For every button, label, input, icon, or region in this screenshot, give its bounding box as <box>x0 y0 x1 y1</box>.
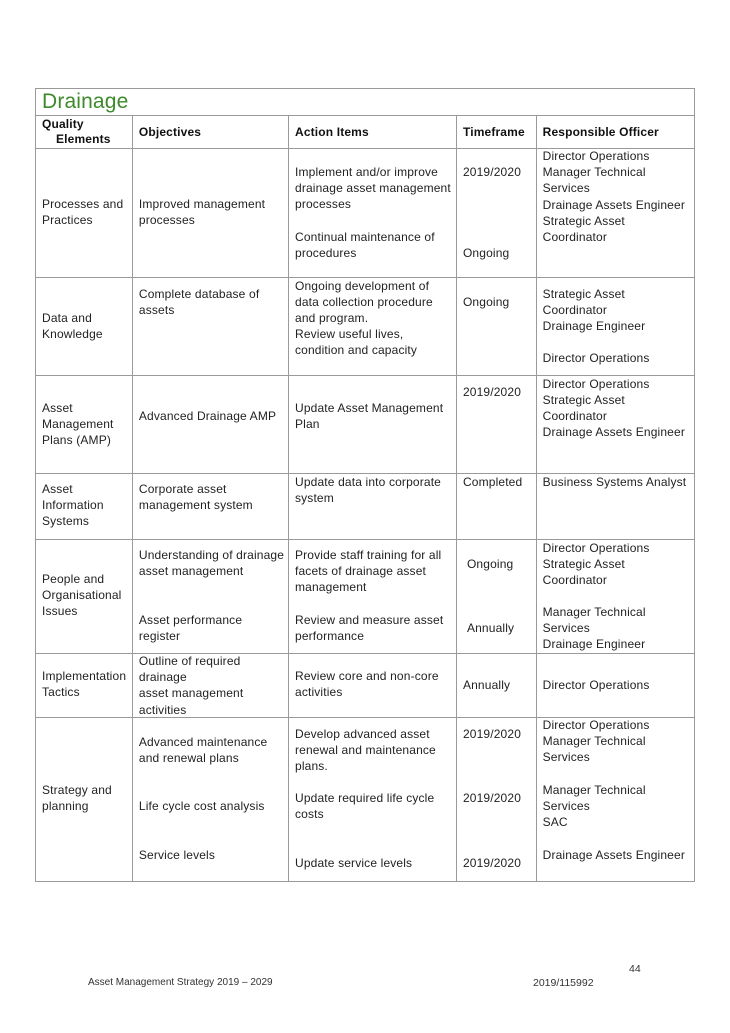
officer-text: Director Operations <box>542 718 650 732</box>
timeframe-cell <box>456 474 536 540</box>
objectives-cell <box>132 654 288 718</box>
officer-text: Drainage Assets Engineer <box>542 848 685 862</box>
officer-text: Director Operations <box>542 541 650 555</box>
quality-cell <box>36 149 133 278</box>
objectives-cell <box>132 718 288 882</box>
quality-text: Asset Management Plans (AMP) <box>42 401 114 448</box>
table-title-row <box>36 89 695 116</box>
header-objectives: Objectives <box>132 116 288 149</box>
officer-text: Strategic Asset Coordinator <box>542 213 625 245</box>
officer-text: Manager Technical Services <box>542 783 646 814</box>
header-responsible-officer: Responsible Officer <box>536 116 694 149</box>
footer-document-title: Asset Management Strategy 2019 – 2029 <box>88 977 273 988</box>
header-quality-line2: Elements <box>56 132 111 146</box>
table-row <box>36 654 695 718</box>
officer-text: Strategic Asset Coordinator <box>542 557 625 588</box>
objective-text: Complete database of assets <box>138 287 260 318</box>
action-items-cell <box>289 149 457 278</box>
table-title-cell <box>36 89 695 116</box>
timeframe-text: Completed <box>462 475 523 489</box>
action-text: Develop advanced asset renewal and maintenance plans. <box>295 727 436 774</box>
timeframe-cell <box>456 654 536 718</box>
action-text: Update Asset Management Plan <box>295 401 444 432</box>
officer-text: Strategic Asset Coordinator <box>542 393 625 424</box>
objective-text: Corporate asset management system <box>138 482 253 513</box>
quality-text: Implementation Tactics <box>42 669 127 700</box>
objectives-cell <box>132 474 288 540</box>
objective-text: Advanced Drainage AMP <box>138 409 277 423</box>
objectives-cell <box>132 149 288 278</box>
table-row <box>36 149 695 278</box>
objective-text: Improved management processes <box>138 197 266 228</box>
officer-text: SAC <box>542 815 568 829</box>
action-text: Update data into corporate system <box>295 475 441 506</box>
action-text: Continual maintenance of procedures <box>295 230 435 261</box>
timeframe-text: 2019/2020 <box>462 856 522 870</box>
header-quality-line1: Quality <box>42 117 84 131</box>
drainage-table-container <box>35 88 695 882</box>
table-title: Drainage <box>42 90 129 113</box>
action-text: Update service levels <box>295 856 413 870</box>
timeframe-text: Ongoing <box>462 246 510 260</box>
objective-text: Understanding of drainage asset management <box>138 548 285 579</box>
officer-text: Director Operations <box>542 351 650 365</box>
action-text: Review useful lives, condition and capacity <box>295 327 418 358</box>
timeframe-cell <box>456 376 536 474</box>
quality-text: Asset Information Systems <box>42 482 104 529</box>
officer-cell <box>536 540 694 654</box>
action-text: Implement and/or improve drainage asset management processes <box>295 165 451 212</box>
page-number: 44 <box>629 963 641 975</box>
action-items-cell <box>289 654 457 718</box>
quality-text: Data and Knowledge <box>42 311 103 342</box>
quality-cell <box>36 540 133 654</box>
officer-cell <box>536 474 694 540</box>
officer-cell <box>536 654 694 718</box>
action-text: Update required life cycle costs <box>295 791 435 822</box>
action-items-cell <box>289 540 457 654</box>
table-row <box>36 540 695 654</box>
officer-text: Manager Technical Services <box>542 165 646 196</box>
quality-cell <box>36 718 133 882</box>
officer-text: Drainage Engineer <box>542 637 646 651</box>
timeframe-text: 2019/2020 <box>462 385 522 399</box>
quality-cell <box>36 474 133 540</box>
timeframe-text: Ongoing <box>462 295 510 309</box>
footer-document-reference: 2019/115992 <box>533 977 594 989</box>
officer-cell <box>536 278 694 376</box>
quality-cell <box>36 278 133 376</box>
officer-text: Director Operations <box>542 149 650 163</box>
officer-text: Manager Technical Services <box>542 605 646 636</box>
timeframe-text: 2019/2020 <box>462 165 522 179</box>
timeframe-cell <box>456 278 536 376</box>
officer-cell <box>536 376 694 474</box>
quality-cell <box>36 654 133 718</box>
timeframe-text: 2019/2020 <box>462 791 522 805</box>
table-row <box>36 474 695 540</box>
objectives-cell <box>132 376 288 474</box>
timeframe-cell <box>456 718 536 882</box>
objective-text: asset management activities <box>138 686 244 717</box>
header-action-items: Action Items <box>289 116 457 149</box>
timeframe-text: Ongoing <box>466 557 514 571</box>
table-header-row <box>36 116 695 149</box>
timeframe-text: 2019/2020 <box>462 727 522 741</box>
objective-text: Life cycle cost analysis <box>138 799 265 813</box>
officer-text: Drainage Assets Engineer <box>542 425 685 439</box>
timeframe-text: Annually <box>462 678 511 692</box>
action-items-cell <box>289 376 457 474</box>
table-row <box>36 376 695 474</box>
quality-text: People and Organisational Issues <box>42 572 122 619</box>
officer-text: Drainage Assets Engineer <box>542 197 685 212</box>
officer-text: Business Systems Analyst <box>542 475 687 489</box>
table-row <box>36 278 695 376</box>
quality-text: Processes and Practices <box>42 197 124 228</box>
action-text: Ongoing development of data collection procedure and program. <box>295 279 433 326</box>
officer-cell <box>536 149 694 278</box>
officer-text: Director Operations <box>542 678 650 692</box>
officer-cell <box>536 718 694 882</box>
officer-text: Manager Technical Services <box>542 734 646 765</box>
objectives-cell <box>132 540 288 654</box>
objective-text: Advanced maintenance and renewal plans <box>138 735 268 766</box>
quality-text: Strategy and planning <box>42 783 112 814</box>
action-text: Review core and non-core activities <box>295 669 439 700</box>
action-items-cell <box>289 278 457 376</box>
officer-text: Strategic Asset Coordinator <box>542 287 625 318</box>
header-quality-elements <box>36 116 133 149</box>
officer-text: Drainage Engineer <box>542 319 646 333</box>
timeframe-text: Annually <box>466 621 515 635</box>
action-items-cell <box>289 718 457 882</box>
action-items-cell <box>289 474 457 540</box>
quality-cell <box>36 376 133 474</box>
timeframe-cell <box>456 149 536 278</box>
objectives-cell <box>132 278 288 376</box>
officer-text: Director Operations <box>542 377 650 391</box>
header-timeframe: Timeframe <box>456 116 536 149</box>
timeframe-cell <box>456 540 536 654</box>
objective-text: Service levels <box>138 848 216 862</box>
table-row <box>36 718 695 882</box>
objective-text: Outline of required drainage <box>138 654 241 685</box>
drainage-table <box>35 88 695 882</box>
objective-text: Asset performance register <box>138 613 243 644</box>
action-text: Review and measure asset performance <box>295 613 444 644</box>
action-text: Provide staff training for all facets of drainage asset management <box>295 548 442 595</box>
